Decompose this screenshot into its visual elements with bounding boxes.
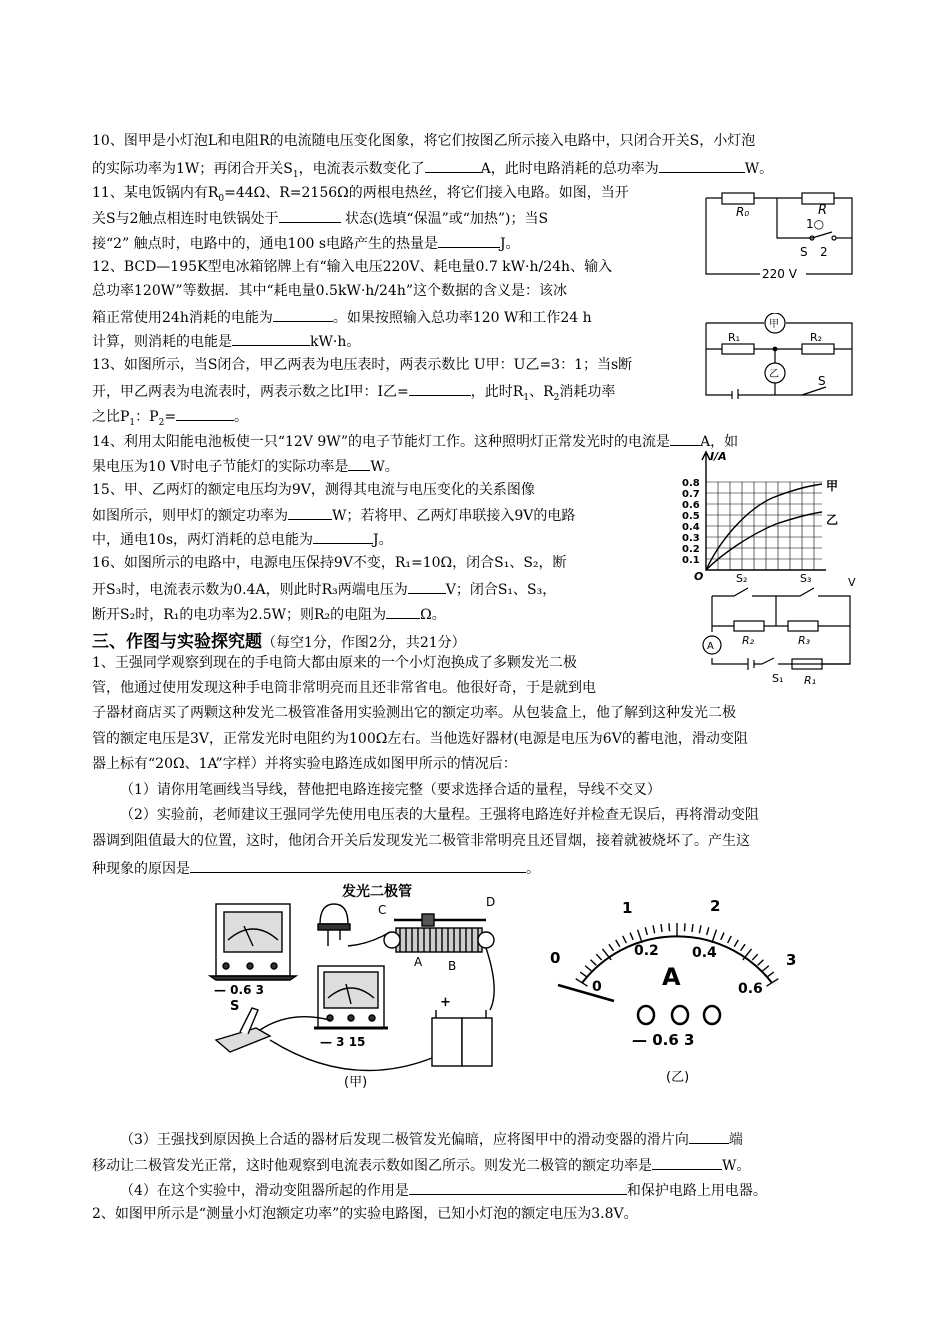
terminal-labels: — 0.6 3 — [632, 1031, 695, 1049]
outer-tick-0: 0 — [550, 949, 561, 967]
outer-tick-1: 1 — [622, 899, 633, 917]
dial-tick-mark — [661, 924, 662, 932]
q15-line1: 15、甲、乙两灯的额定电压均为9V，测得其电流与电压变化的关系图像 — [92, 482, 535, 498]
q13-sub: 2 — [158, 417, 165, 428]
dial-needle — [558, 985, 614, 1001]
q16-text: 断开S₂时，R₁的电功率为2.5W；则R₂的电阻为 — [92, 607, 387, 623]
label-s1: S₁ — [772, 672, 784, 685]
q11-text: 11、某电饭锅内有R — [92, 185, 219, 201]
q11-line3 — [92, 234, 520, 252]
experiment-apparatus-figure — [200, 880, 520, 1090]
answer-blank[interactable] — [313, 530, 373, 544]
battery-plus: + — [440, 995, 451, 1010]
q15-text: J。 — [373, 532, 393, 548]
ammeter-scale: — 0.6 3 — [214, 983, 264, 997]
exp1-text: 端 — [728, 1132, 743, 1148]
q10-text: W。 — [744, 161, 774, 177]
q13-text: 之比P — [92, 409, 130, 425]
dial-tick-mark — [728, 936, 732, 943]
ammeter-dial-figure — [540, 885, 810, 1090]
exp1-text: 。 — [526, 861, 540, 877]
q13-text: = — [164, 409, 177, 425]
q12-text: kW·h。 — [310, 334, 361, 350]
dial-tick-mark — [763, 966, 769, 971]
section-title: 三、作图与实验探究题 — [92, 632, 262, 652]
label-switch-s: S — [800, 245, 808, 259]
q16-line3 — [92, 605, 446, 623]
exp1-p2-line3 — [92, 859, 540, 877]
terminal-a: A — [414, 955, 423, 969]
y-tick: 0.8 — [682, 478, 700, 489]
y-tick: 0.2 — [682, 544, 700, 555]
q13-text: ：P — [135, 409, 159, 425]
dial-tick-mark — [616, 940, 620, 947]
exp1-p3-line1 — [120, 1130, 743, 1148]
voltmeter-scale: — 3 15 — [320, 1035, 366, 1049]
series-jia-curve — [706, 484, 822, 570]
exp1-line4: 管的额定电压是3V，正常发光时电阻约为100Ω左右。当他选好器材(电源是电压为6V的蓄电池，滑动变阻 — [92, 731, 748, 747]
terminal-d: D — [486, 895, 496, 909]
dial-tick-mark — [752, 954, 757, 960]
section-heading — [92, 627, 466, 652]
q13-line2 — [92, 382, 615, 406]
dial-tick-mark — [638, 930, 643, 943]
q15-text: W；若将甲、乙两灯串联接入9V的电路 — [332, 508, 576, 524]
answer-blank[interactable] — [409, 382, 471, 396]
ammeter-device — [210, 904, 296, 980]
led-bulb — [318, 904, 350, 946]
exp1-line3: 子器材商店买了两颗这种发光二极管准备用实验测出它的额定功率。从包装盒上，他了解到这种发光二极 — [92, 705, 736, 721]
q15-line3 — [92, 530, 393, 548]
q13-text: ，此时R — [470, 384, 524, 400]
answer-blank[interactable] — [288, 506, 332, 520]
dial-terminals — [638, 1006, 720, 1024]
q10-line2 — [92, 159, 773, 183]
dial-tick-mark — [692, 924, 693, 932]
q13-circuit-diagram — [702, 313, 856, 399]
q12-text: 计算，则消耗的电能是 — [92, 334, 232, 350]
label-r2: R₂ — [742, 634, 755, 647]
q14-text: 果电压为10 V时电子节能灯的实际功率是 — [92, 459, 349, 475]
label-r: R — [818, 203, 828, 218]
q13-sub: 1 — [129, 417, 136, 428]
inner-tick-0.2: 0.2 — [634, 943, 659, 959]
q11-sub: 0 — [218, 193, 225, 204]
legend-jia: 甲 — [826, 479, 839, 493]
outer-tick-2: 2 — [710, 897, 721, 915]
answer-blank[interactable] — [409, 1181, 627, 1195]
y-tick: 0.7 — [682, 489, 700, 500]
exp1-p2-line2: 器调到阻值最大的位置，这时，他闭合开关后发现发光二极管非常明亮且还冒烟，接着就被烧坏了。产生这 — [92, 833, 750, 849]
inner-tick-0.4: 0.4 — [692, 945, 717, 961]
exp1-p2-line1: （2）实验前，老师建议王强同学先使用电压表的大量程。王强将电路连好并检查无误后，再将滑动变阻 — [120, 807, 759, 823]
dial-tick-mark — [758, 960, 764, 966]
q10-text: 的实际功率为1W；再闭合开关S — [92, 161, 293, 177]
q11-text: J。 — [500, 236, 520, 252]
legend-yi: 乙 — [826, 513, 839, 527]
exp1-text: W。 — [722, 1158, 751, 1174]
dial-tick-mark — [591, 960, 597, 966]
dial-tick-mark — [580, 972, 586, 977]
q13-line3 — [92, 407, 248, 431]
q11-text: 接“2” 触点时，电路中的，通电100 s电路产生的热量是 — [92, 236, 439, 252]
q11-line1 — [92, 185, 629, 207]
answer-blank[interactable] — [190, 859, 526, 873]
exp1-text: 种现象的原因是 — [92, 861, 190, 877]
label-s3: S₃ — [800, 572, 812, 585]
label-r3: R₃ — [798, 634, 811, 647]
q12-line1: 12、BCD—195K型电冰箱铭牌上有“输入电压220V、耗电量0.7 kW·h/24h、输入 — [92, 259, 613, 275]
y-ticks — [682, 478, 700, 566]
dial-tick-mark — [596, 954, 601, 960]
inner-tick-0.6: 0.6 — [738, 981, 763, 997]
q12-line2: 总功率120W”等数据．其中“耗电量0.5kW·h/24h”这个数据的含义是：该冰 — [92, 283, 567, 299]
answer-blank[interactable] — [670, 432, 700, 446]
dial-tick-mark — [645, 927, 647, 935]
section-note: （每空1分，作图2分，共21分） — [262, 635, 466, 651]
q11-text: =44Ω、R=2156Ω的两根电热丝，将它们接入电路。如图，当开 — [224, 185, 629, 201]
q15-line2 — [92, 506, 575, 524]
q13-text: 、R — [529, 384, 554, 400]
dial-tick-mark — [630, 933, 633, 940]
y-tick: 0.5 — [682, 511, 700, 522]
dial-tick-mark — [741, 944, 746, 951]
q13-line1: 13、如图所示，当S闭合，甲乙两表为电压表时，两表示数比 U甲：U乙=3：1；当s断 — [92, 357, 633, 373]
q12-line4 — [92, 332, 360, 350]
label-voltage: 220 V — [762, 267, 797, 281]
q13-text: 开，甲乙两表为电流表时，两表示数之比I甲：I乙= — [92, 384, 409, 400]
inner-tick-0: 0 — [592, 979, 602, 995]
q11-text: 关S与2触点相连时电铁锅处于 — [92, 211, 279, 227]
q10-text: ，电流表示数变化了 — [298, 161, 425, 177]
q16-text: Ω。 — [420, 607, 446, 623]
meter-jia: 甲 — [769, 319, 779, 330]
answer-blank[interactable] — [279, 209, 341, 223]
answer-blank[interactable] — [408, 580, 446, 594]
q12-text: 。如果按照输入总功率120 W和工作24 h — [332, 310, 592, 326]
answer-blank[interactable] — [652, 1156, 722, 1170]
outer-tick-3: 3 — [786, 951, 797, 969]
q15-text: 如图所示，则甲灯的额定功率为 — [92, 508, 288, 524]
dial-tick-mark — [707, 927, 709, 935]
knife-switch — [216, 1008, 270, 1052]
q13-sub: 2 — [553, 392, 560, 403]
dial-tick-mark — [623, 936, 627, 943]
q16-text: 开S₃时，电流表示数为0.4A，则此时R₃两端电压为 — [92, 582, 408, 598]
ammeter-a: A — [707, 641, 714, 652]
exp1-text: （4）在这个实验中，滑动变阻器所起的作用是 — [120, 1183, 409, 1199]
answer-blank[interactable] — [425, 159, 481, 173]
dial-tick-mark — [653, 925, 655, 933]
y-tick: 0.4 — [682, 522, 700, 533]
exp1-p4 — [120, 1181, 767, 1199]
q16-line2 — [92, 580, 556, 598]
label-s2: S₂ — [736, 572, 748, 585]
y-tick: 0.3 — [682, 533, 700, 544]
q11-text: 状态(选填“保温”或“加热”)；当S — [344, 211, 549, 227]
q10-sub: 1 — [292, 169, 299, 180]
label-s: S — [818, 374, 826, 388]
dial-tick-mark — [585, 966, 591, 971]
dial-tick-mark — [609, 944, 614, 951]
q11-circuit-diagram — [702, 190, 860, 286]
exp1-p3-line2 — [92, 1156, 750, 1174]
q12-line3 — [92, 308, 592, 326]
origin-label: O — [694, 570, 704, 583]
battery-pack — [432, 1010, 492, 1066]
dial-tick-mark — [712, 930, 717, 943]
q15-iu-graph — [676, 448, 846, 584]
q15-text: 中，通电10s，两灯消耗的总电能为 — [92, 532, 313, 548]
exp1-line1: 1、王强同学观察到现在的手电筒大都由原来的一个小灯泡换成了多颗发光二极 — [92, 655, 577, 671]
y-axis-label: I/A — [710, 450, 727, 463]
meter-yi: 乙 — [769, 369, 779, 380]
q11-line2 — [92, 209, 548, 227]
q16-text: V；闭合S₁、S₃， — [445, 582, 557, 598]
exp1-text: 移动让二极管发光正常，这时他观察到电流表示数如图乙所示。则发光二极管的额定功率是 — [92, 1158, 652, 1174]
terminal-c: C — [378, 903, 387, 917]
terminal-b: B — [448, 959, 457, 973]
q10-line1: 10、图甲是小灯泡L和电阻R的电流随电压变化图象，将它们按图乙所示接入电路中，只闭合开关S，小灯泡 — [92, 133, 756, 149]
answer-blank[interactable] — [176, 407, 234, 421]
q13-text: 。 — [234, 409, 249, 425]
answer-blank[interactable] — [273, 308, 333, 322]
label-r0: R₀ — [736, 205, 750, 219]
dial-tick-mark — [767, 972, 773, 977]
exp1-p1: （1）请你用笔画线当导线，替他把电路连接完整（要求选择合适的量程，导线不交叉） — [120, 782, 661, 798]
label-terminal-1: 1○ — [806, 217, 825, 231]
y-tick: 0.6 — [682, 500, 700, 511]
dial-tick-mark — [734, 940, 738, 947]
q14-text: W。 — [370, 459, 399, 475]
exp1-text: （3）王强找到原因换上合适的器材后发现二极管发光偏暗，应将图甲中的滑动变器的滑片向 — [120, 1132, 689, 1148]
q12-text: 箱正常使用24h消耗的电能为 — [92, 310, 273, 326]
figure-caption-jia: (甲) — [344, 1075, 368, 1090]
q16-line1: 16、如图所示的电路中，电源电压保持9V不变，R₁=10Ω，闭合S₁、S₂，断 — [92, 555, 567, 571]
q14-line1 — [92, 432, 738, 450]
exp1-line2: 管，他通过使用发现这种手电筒非常明亮而且还非常省电。他很好奇，于是就到电 — [92, 680, 596, 696]
q10-text: A，此时电路消耗的总功率为 — [480, 161, 659, 177]
label-r2: R₂ — [810, 331, 823, 344]
label-v: V — [848, 576, 856, 589]
answer-blank[interactable] — [386, 605, 420, 619]
dial-unit: A — [662, 963, 681, 991]
y-tick: 0.1 — [682, 555, 700, 566]
answer-blank[interactable] — [348, 457, 370, 471]
q14-text: A，如 — [700, 434, 739, 450]
figure-caption-yi: (乙) — [666, 1070, 690, 1085]
rheostat-device — [384, 914, 494, 952]
led-label: 发光二极管 — [342, 884, 412, 900]
label-r1: R₁ — [728, 331, 741, 344]
dial-tick-mark — [669, 923, 670, 931]
dial-tick-mark — [699, 925, 701, 933]
q13-sub: 1 — [523, 392, 530, 403]
exp2-line1: 2、如图甲所示是“测量小灯泡额定功率”的实验电路图，已知小灯泡的额定电压为3.8V。 — [92, 1206, 638, 1222]
answer-blank[interactable] — [232, 332, 310, 346]
q14-text: 14、利用太阳能电池板使一只“12V 9W”的电子节能灯工作。这种照明灯正常发光时的电流是 — [92, 434, 671, 450]
answer-blank[interactable] — [438, 234, 500, 248]
label-terminal-2: 2 — [820, 245, 828, 259]
dial-tick-mark — [721, 933, 724, 940]
dial-tick-mark — [685, 923, 686, 931]
answer-blank[interactable] — [689, 1130, 729, 1144]
q14-line2 — [92, 457, 399, 475]
switch-label: S — [230, 999, 240, 1014]
answer-blank[interactable] — [659, 159, 745, 173]
q13-text: 消耗功率 — [559, 384, 616, 400]
label-r1: R₁ — [804, 674, 817, 687]
q16-circuit-diagram — [700, 568, 858, 688]
exp1-text: 和保护电路上用电器。 — [626, 1183, 767, 1199]
exp1-line5: 器上标有“20Ω、1A”字样）并将实验电路连成如图甲所示的情况后： — [92, 756, 517, 772]
